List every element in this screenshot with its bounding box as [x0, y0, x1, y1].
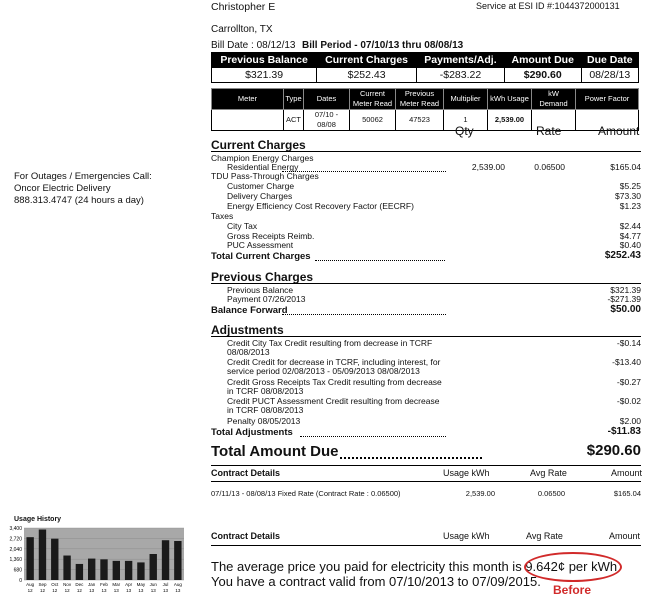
- usage-bar: [76, 564, 83, 580]
- current-charges-title: Current Charges: [211, 138, 306, 152]
- meter-number: [212, 110, 284, 131]
- usage-history-chart: [2, 516, 192, 600]
- contract-details-title: Contract Details: [211, 468, 281, 478]
- x-tick-label: 13: [175, 588, 181, 593]
- current-charges-value: $252.43: [317, 68, 417, 83]
- x-tick-label: Sep: [38, 582, 47, 587]
- x-tick-label: 12: [64, 588, 70, 593]
- total-amount-due-value: $290.60: [586, 442, 641, 459]
- residential-energy-qty: 2,539.00: [471, 162, 505, 172]
- x-tick-label: Aug: [26, 582, 35, 587]
- previous-charges-title: Previous Charges: [211, 270, 314, 284]
- taxes-label: Taxes: [211, 211, 234, 221]
- eecrf-amount: $1.23: [619, 201, 641, 211]
- before-annotation: Before: [553, 583, 592, 597]
- residential-energy-rate: 0.06500: [534, 162, 565, 172]
- outage-line-1: For Outages / Emergencies Call:: [14, 171, 152, 182]
- x-tick-label: Jul: [162, 582, 169, 587]
- gross-receipts-amount: $4.77: [619, 231, 641, 241]
- x-tick-label: 12: [39, 588, 45, 593]
- contract-row-amount: $165.04: [613, 489, 641, 498]
- x-tick-label: 13: [101, 588, 107, 593]
- adj-gross-receipts-line2: in TCRF 08/08/2013: [227, 386, 304, 396]
- customer-name: Christopher E: [211, 1, 276, 13]
- usage-bar: [26, 537, 33, 580]
- previous-balance-label: Previous Balance: [227, 285, 294, 295]
- meter-table: [211, 88, 639, 131]
- usage-bar: [39, 530, 46, 580]
- customer-charge-label: Customer Charge: [227, 181, 295, 191]
- adj-penalty-label: Penalty 08/05/2013: [227, 416, 301, 426]
- x-tick-label: Aug: [173, 582, 182, 587]
- hdr-amount-due: Amount Due: [504, 53, 581, 68]
- service-esi-id: Service at ESI ID #:1044372000131: [476, 1, 620, 11]
- hdr-due-date: Due Date: [581, 53, 638, 68]
- dotted-leader: [282, 314, 446, 315]
- adj-puct-amount: -$0.02: [616, 396, 641, 406]
- usage-bar: [63, 556, 70, 580]
- contract-row-rate: 0.06500: [537, 489, 565, 498]
- x-tick-label: Mar: [112, 582, 121, 587]
- y-tick-label: 1,360: [9, 557, 22, 564]
- adj-tcrf-amount: -$13.40: [612, 357, 641, 367]
- meter-previous-read: 47523: [396, 110, 444, 131]
- amount-header: Amount: [598, 124, 640, 138]
- usage-bar: [137, 562, 144, 580]
- x-tick-label: 12: [27, 588, 33, 593]
- x-tick-label: Dec: [75, 582, 84, 587]
- hdr-previous-balance: Previous Balance: [212, 53, 317, 68]
- hdr-type: Type: [284, 89, 304, 110]
- y-tick-label: 2,720: [9, 536, 22, 543]
- puc-assessment-amount: $0.40: [619, 240, 641, 250]
- customer-charge-amount: $5.25: [619, 181, 641, 191]
- balance-forward-label: Balance Forward: [211, 305, 288, 316]
- contract-amount-header-2: Amount: [609, 531, 641, 541]
- x-tick-label: 13: [163, 588, 169, 593]
- usage-bar: [174, 541, 181, 580]
- hdr-current-read: Current Meter Read: [350, 89, 396, 110]
- usage-bar: [162, 540, 169, 580]
- average-price-value: 9.642¢ per kWh: [525, 559, 618, 574]
- x-tick-label: 13: [138, 588, 144, 593]
- divider: [211, 545, 641, 546]
- total-current-charges-label: Total Current Charges: [211, 251, 311, 262]
- usage-bar: [51, 539, 58, 580]
- contract-amount-header: Amount: [611, 468, 643, 478]
- gross-receipts-label: Gross Receipts Reimb.: [227, 231, 315, 241]
- y-tick-label: 3,400: [9, 526, 22, 532]
- payment-amount: -$271.39: [607, 294, 641, 304]
- contract-details-title-2: Contract Details: [211, 531, 281, 541]
- balance-summary-table: [211, 52, 639, 83]
- x-tick-label: Jun: [149, 582, 157, 587]
- divider: [211, 283, 641, 284]
- contract-validity-line: You have a contract valid from 07/10/2013 to 07/09/2015.: [211, 574, 541, 589]
- contract-usage-header-2: Usage kWh: [443, 531, 490, 541]
- delivery-charges-amount: $73.30: [615, 191, 641, 201]
- hdr-previous-read: Previous Meter Read: [396, 89, 444, 110]
- eecrf-label: Energy Efficiency Cost Recovery Factor (EECRF): [227, 201, 414, 211]
- divider: [211, 336, 641, 337]
- total-amount-due-label: Total Amount Due: [211, 443, 339, 460]
- due-date-value: 08/28/13: [581, 68, 638, 83]
- total-adjustments-label: Total Adjustments: [211, 427, 293, 438]
- hdr-kwh-usage: kWh Usage: [488, 89, 532, 110]
- usage-bar: [125, 561, 132, 580]
- contract-row-description: 07/11/13 - 08/08/13 Fixed Rate (Contract Rate : 0.06500): [211, 489, 401, 498]
- hdr-current-charges: Current Charges: [317, 53, 417, 68]
- amount-due-value: $290.60: [504, 68, 581, 83]
- contract-rate-header-2: Avg Rate: [526, 531, 563, 541]
- qty-header: Qty: [455, 124, 474, 138]
- hdr-payments-adj: Payments/Adj.: [417, 53, 505, 68]
- x-tick-label: Jan: [88, 582, 96, 587]
- previous-balance-value: $321.39: [212, 68, 317, 83]
- total-current-charges-amount: $252.43: [604, 250, 641, 261]
- service-city: Carrollton, TX: [211, 24, 273, 35]
- outage-contact: [14, 171, 152, 207]
- y-tick-label: 0: [19, 578, 22, 584]
- adj-city-tax-line2: 08/08/2013: [227, 347, 270, 357]
- x-tick-label: 13: [126, 588, 132, 593]
- highlight-circle: [524, 552, 622, 582]
- meter-multiplier: 1: [444, 110, 488, 131]
- dotted-leader: [340, 457, 482, 459]
- contract-rate-header: Avg Rate: [530, 468, 567, 478]
- city-tax-label: City Tax: [227, 221, 258, 231]
- adj-gross-receipts-amount: -$0.27: [616, 377, 641, 387]
- adj-penalty-amount: $2.00: [619, 416, 641, 426]
- meter-kwh-usage: 2,539.00: [488, 110, 532, 131]
- payment-label: Payment 07/26/2013: [227, 294, 306, 304]
- x-tick-label: 12: [76, 588, 82, 593]
- hdr-meter: Meter: [212, 89, 284, 110]
- bill-period: Bill Period - 07/10/13 thru 08/08/13: [302, 40, 464, 51]
- x-tick-label: Oct: [51, 582, 59, 587]
- x-tick-label: May: [136, 582, 146, 587]
- puc-assessment-label: PUC Assessment: [227, 240, 294, 250]
- adj-puct-line2: in TCRF 08/08/2013: [227, 405, 304, 415]
- adj-tcrf-line2: service period 02/08/2013 - 05/09/2013 08/08/2013: [227, 366, 420, 376]
- meter-dates: 07/10 - 08/08: [304, 110, 350, 131]
- dotted-leader: [300, 436, 446, 437]
- x-tick-label: 12: [52, 588, 58, 593]
- usage-bar: [150, 554, 157, 580]
- average-price-prefix: The average price you paid for electricity this month is: [211, 559, 522, 574]
- x-tick-label: Feb: [100, 582, 108, 587]
- x-tick-label: 13: [113, 588, 119, 593]
- x-tick-label: Apr: [125, 582, 133, 587]
- adj-puct-line1: Credit PUCT Assessment Credit resulting from decrease: [227, 396, 440, 406]
- chart-title: Usage History: [14, 516, 62, 523]
- total-adjustments-amount: -$11.83: [607, 426, 641, 437]
- divider: [211, 465, 641, 466]
- adjustments-title: Adjustments: [211, 323, 284, 337]
- hdr-power-factor: Power Factor: [576, 89, 639, 110]
- tdu-label: TDU Pass-Through Charges: [211, 171, 319, 181]
- adj-city-tax-line1: Credit City Tax Credit resulting from decrease in TCRF: [227, 338, 433, 348]
- outage-line-2: Oncor Electric Delivery: [14, 183, 111, 194]
- city-tax-amount: $2.44: [619, 221, 641, 231]
- chart-svg: [2, 524, 192, 600]
- rate-header: Rate: [536, 124, 562, 138]
- usage-bar: [100, 559, 107, 580]
- adj-gross-receipts-line1: Credit Gross Receipts Tax Credit resulting from decrease: [227, 377, 442, 387]
- outage-phone: 888.313.4747 (24 hours a day): [14, 195, 144, 206]
- usage-bar: [113, 561, 120, 580]
- adj-city-tax-amount: -$0.14: [616, 338, 641, 348]
- divider: [211, 481, 641, 482]
- x-tick-label: 13: [89, 588, 95, 593]
- previous-balance-amount: $321.39: [610, 285, 641, 295]
- y-tick-label: 2,040: [9, 546, 22, 553]
- usage-bar: [88, 559, 95, 580]
- hdr-dates: Dates: [304, 89, 350, 110]
- delivery-charges-label: Delivery Charges: [227, 191, 293, 201]
- adj-tcrf-line1: Credit Credit for decrease in TCRF, including interest, for: [227, 357, 441, 367]
- payments-adj-value: -$283.22: [417, 68, 505, 83]
- meter-current-read: 50062: [350, 110, 396, 131]
- x-tick-label: Nov: [63, 582, 72, 587]
- residential-energy-amount: $165.04: [610, 162, 641, 172]
- dotted-leader: [315, 260, 445, 261]
- balance-forward-amount: $50.00: [610, 304, 641, 315]
- contract-usage-header: Usage kWh: [443, 468, 490, 478]
- y-tick-label: 680: [13, 567, 22, 574]
- residential-energy-label: Residential Energy: [227, 162, 299, 172]
- x-tick-label: 13: [150, 588, 156, 593]
- hdr-kw-demand: kW Demand: [532, 89, 576, 110]
- contract-row-usage: 2,539.00: [465, 489, 495, 498]
- hdr-multiplier: Multiplier: [444, 89, 488, 110]
- champion-energy-label: Champion Energy Charges: [211, 153, 314, 163]
- divider: [211, 151, 641, 152]
- bill-date: Bill Date : 08/12/13: [211, 40, 296, 51]
- meter-type: ACT: [284, 110, 304, 131]
